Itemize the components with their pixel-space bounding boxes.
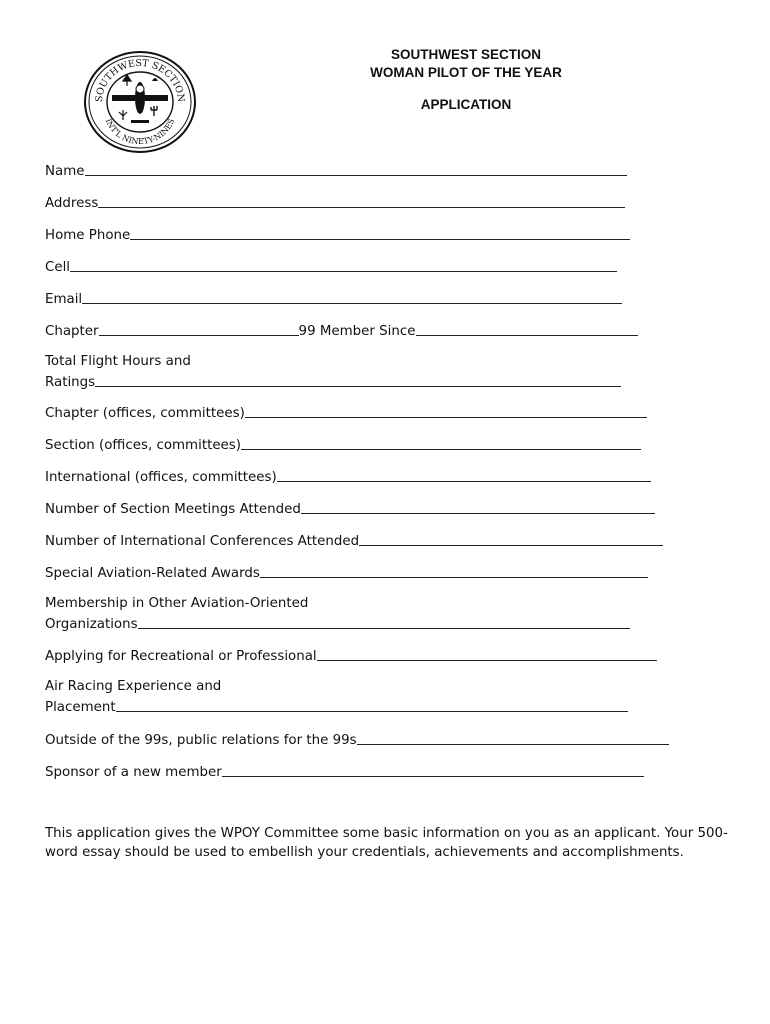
membership-label-line2: Organizations bbox=[45, 617, 138, 632]
cell-input-line[interactable] bbox=[70, 257, 617, 272]
email-input-line[interactable] bbox=[82, 289, 622, 304]
applying-for-field[interactable] bbox=[45, 645, 657, 666]
section-offices-input-line[interactable] bbox=[241, 435, 641, 450]
air-racing-field[interactable] bbox=[45, 677, 628, 717]
section-meetings-field[interactable] bbox=[45, 498, 655, 519]
air-racing-label-line2: Placement bbox=[45, 700, 116, 715]
international-offices-label: International (offices, committees) bbox=[45, 470, 277, 485]
section-seal-logo bbox=[82, 50, 198, 154]
membership-input-line[interactable] bbox=[138, 614, 630, 629]
name-field[interactable] bbox=[45, 160, 627, 181]
international-offices-input-line[interactable] bbox=[277, 467, 651, 482]
section-meetings-label: Number of Section Meetings Attended bbox=[45, 502, 301, 517]
chapter-label: Chapter bbox=[45, 324, 99, 339]
cell-label: Cell bbox=[45, 260, 71, 275]
email-label: Email bbox=[45, 292, 83, 307]
section-title: SOUTHWEST SECTION bbox=[390, 47, 541, 62]
chapter-offices-label: Chapter (offices, committees) bbox=[45, 406, 245, 421]
chapter-field[interactable] bbox=[45, 320, 638, 341]
air-racing-input-line[interactable] bbox=[116, 697, 628, 712]
public-relations-field[interactable] bbox=[45, 729, 669, 750]
air-racing-label-line1: Air Racing Experience and bbox=[45, 679, 222, 694]
award-title: WOMAN PILOT OF THE YEAR bbox=[370, 65, 562, 80]
chapter-input-line[interactable] bbox=[99, 321, 299, 336]
special-awards-label: Special Aviation-Related Awards bbox=[45, 566, 260, 581]
applying-for-label: Applying for Recreational or Professional bbox=[45, 649, 317, 664]
sponsor-label: Sponsor of a new member bbox=[45, 765, 222, 780]
email-field[interactable] bbox=[45, 288, 622, 309]
instructions-paragraph: This application gives the WPOY Committee some basic information on you as an applicant. Your 500-word essay should be used to embellish your credentials, achievements and accomplishments. bbox=[45, 826, 728, 860]
membership-field[interactable] bbox=[45, 594, 630, 634]
home-phone-input-line[interactable] bbox=[130, 225, 630, 240]
special-awards-field[interactable] bbox=[45, 562, 648, 583]
home-phone-label: Home Phone bbox=[45, 228, 131, 243]
member-since-label: 99 Member Since bbox=[298, 324, 416, 339]
chapter-offices-input-line[interactable] bbox=[245, 403, 647, 418]
flight-hours-label-line1: Total Flight Hours and bbox=[45, 354, 191, 369]
intl-conferences-label: Number of International Conferences Attended bbox=[45, 534, 360, 549]
sponsor-field[interactable] bbox=[45, 761, 644, 782]
cell-field[interactable] bbox=[45, 256, 617, 277]
form-heading bbox=[330, 46, 602, 114]
public-relations-label: Outside of the 99s, public relations for the 99s bbox=[45, 733, 357, 748]
member-since-input-line[interactable] bbox=[416, 321, 638, 336]
international-offices-field[interactable] bbox=[45, 466, 651, 487]
special-awards-input-line[interactable] bbox=[260, 563, 648, 578]
address-field[interactable] bbox=[45, 192, 625, 213]
name-input-line[interactable] bbox=[85, 161, 627, 176]
application-title: APPLICATION bbox=[420, 97, 512, 112]
intl-conferences-input-line[interactable] bbox=[359, 531, 663, 546]
sponsor-input-line[interactable] bbox=[222, 762, 644, 777]
membership-label-line1: Membership in Other Aviation-Oriented bbox=[45, 596, 309, 611]
section-offices-label: Section (offices, committees) bbox=[45, 438, 242, 453]
name-label: Name bbox=[45, 164, 85, 179]
address-input-line[interactable] bbox=[98, 193, 625, 208]
airplane-seal-icon bbox=[82, 50, 198, 154]
flight-hours-label-line2: Ratings bbox=[45, 375, 96, 390]
applying-for-input-line[interactable] bbox=[317, 646, 657, 661]
svg-text:SOUTHWEST SECTION: SOUTHWEST SECTION bbox=[93, 57, 187, 103]
flight-hours-input-line[interactable] bbox=[95, 372, 621, 387]
home-phone-field[interactable] bbox=[45, 224, 630, 245]
address-label: Address bbox=[45, 196, 99, 211]
public-relations-input-line[interactable] bbox=[357, 730, 669, 745]
section-offices-field[interactable] bbox=[45, 434, 641, 455]
intl-conferences-field[interactable] bbox=[45, 530, 663, 551]
flight-hours-field[interactable] bbox=[45, 352, 621, 392]
svg-text:INT'L NINETY-NINES: INT'L NINETY-NINES bbox=[103, 117, 177, 147]
section-meetings-input-line[interactable] bbox=[301, 499, 655, 514]
chapter-offices-field[interactable] bbox=[45, 402, 647, 423]
